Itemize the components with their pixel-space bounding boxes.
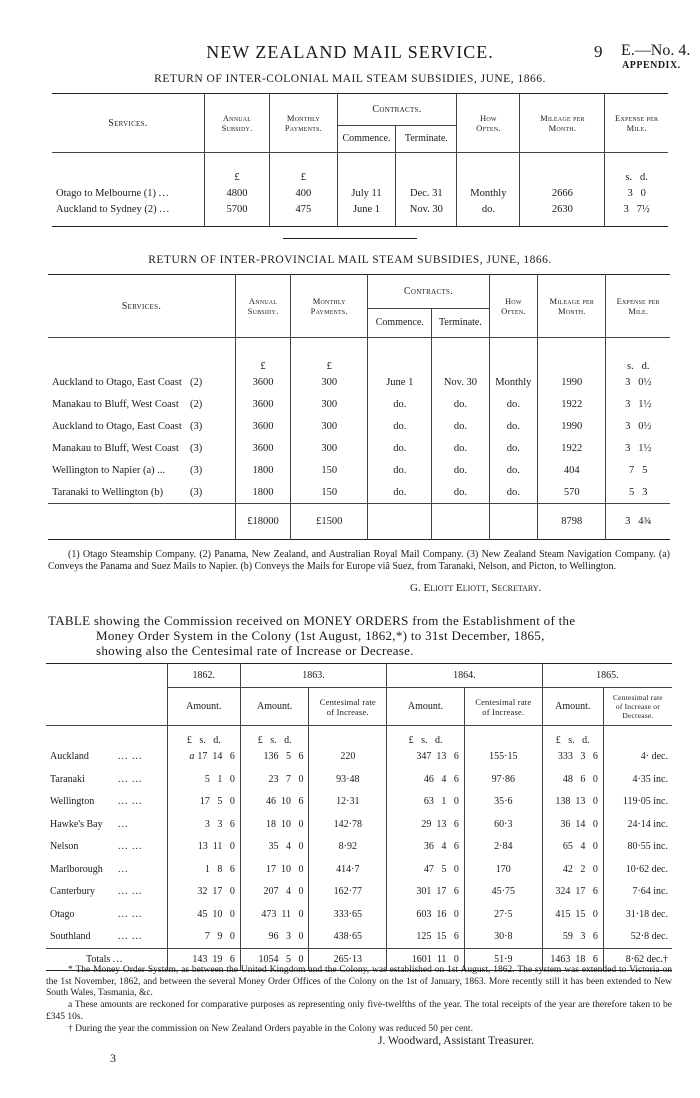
col-amount: Amount. <box>387 688 465 726</box>
service-ref: (2) <box>190 399 203 410</box>
leader-dots: ... <box>158 187 170 199</box>
amount-1863: 96 3 0 <box>240 926 309 949</box>
table-row <box>46 881 672 904</box>
table-row <box>46 836 672 859</box>
service-name: Manakau to Bluff, West Coast <box>52 443 179 454</box>
monthly-cell: 300 <box>291 394 368 416</box>
total-monthly: £1500 <box>291 504 368 540</box>
amount-1862 <box>167 836 240 859</box>
amount-1865: 333 3 6 <box>542 746 603 769</box>
col-year-1865: 1865. <box>542 664 672 688</box>
money-orders-title-3: showing also the Centesimal rate of Increase or Decrease. <box>96 643 414 658</box>
interprovincial-notes: (1) Otago Steamship Company. (2) Panama, New Zealand, and Australian Royal Mail Company. (3) New Zealand Steam Navigation Company. (a) Conveys the Panama and Suez Mails to Napier. (b) Conveys the Mails for Europe viâ Suez, from Taranaki, Nelson, and Picton, to Wellington. <box>48 549 670 572</box>
centesimal-1865: 80·55 inc. <box>603 836 672 859</box>
commence-cell: do. <box>368 394 432 416</box>
leader-dots: ... <box>118 818 129 830</box>
col-centesimal: Centesimal rate of Increase. <box>319 696 376 717</box>
centesimal-1863: 333·65 <box>309 903 387 926</box>
place-cell <box>46 836 167 859</box>
footnote-dagger: † During the year the commission on New Zealand Orders payable in the Colony was reduced 50 per cent. <box>68 1024 473 1034</box>
col-monthly-payments: Monthly Payments. <box>310 296 348 316</box>
col-terminate: Terminate. <box>432 308 489 337</box>
service-name: Auckland to Otago, East Coast <box>52 377 182 388</box>
total-1862: 143 19 6 <box>167 948 240 970</box>
footnote-mark: a <box>189 751 195 763</box>
amount-1865: 36 14 0 <box>542 813 603 836</box>
place-name: Hawke's Bay <box>50 818 103 830</box>
expense-cell: 5 3 <box>606 482 670 504</box>
service-name: Auckland to Sydney (2) <box>56 203 157 215</box>
amount-1862-value: 17 5 0 <box>199 796 235 808</box>
amount-1862 <box>167 746 240 769</box>
service-ref: (3) <box>190 486 203 498</box>
amount-1862 <box>167 926 240 949</box>
place-name: Taranaki <box>50 773 85 785</box>
how-often-cell: do. <box>457 204 520 227</box>
amount-1862-value: 1 8 6 <box>204 863 235 875</box>
leader-dots: ... ... <box>118 773 143 785</box>
commence-cell: June 1 <box>337 204 396 227</box>
units-row <box>52 153 668 183</box>
place-name: Auckland <box>50 751 89 763</box>
table-row <box>46 746 672 769</box>
table-row <box>48 416 670 438</box>
col-how-often: How Often. <box>501 296 526 316</box>
amount-1865: 65 4 0 <box>542 836 603 859</box>
centesimal-1865: 119·05 inc. <box>603 791 672 814</box>
col-year-1863: 1863. <box>240 664 386 688</box>
amount-1862 <box>167 813 240 836</box>
interprovincial-rows <box>48 372 670 504</box>
amount-1863: 35 4 0 <box>240 836 309 859</box>
footnote-a: a These amounts are reckoned for comparative purposes as representing only five-twelfths of the year. The total receipts of the year are therefore taken to be £345 10s. <box>46 1000 672 1022</box>
leader-dots: ... ... <box>118 751 143 763</box>
terminate-cell: Dec. 31 <box>396 183 457 204</box>
unit-label: £ <box>204 153 269 183</box>
commence-cell: do. <box>368 438 432 460</box>
amount-1865: 48 6 0 <box>542 768 603 791</box>
place-cell <box>46 791 167 814</box>
amount-1864: 47 5 0 <box>387 858 465 881</box>
amount-1862 <box>167 881 240 904</box>
leader-dots: ... <box>112 953 124 965</box>
monthly-cell: 150 <box>291 482 368 504</box>
year-header-row <box>46 664 672 688</box>
table-row <box>48 460 670 482</box>
col-commence: Commence. <box>368 308 432 337</box>
annual-cell: 1800 <box>235 482 290 504</box>
footer-page-number: 3 <box>110 1051 116 1065</box>
mileage-cell: 1922 <box>538 394 606 416</box>
place-cell <box>46 858 167 881</box>
table-row <box>52 204 668 227</box>
annual-cell: 4800 <box>204 183 269 204</box>
place-cell <box>46 813 167 836</box>
place-cell <box>46 768 167 791</box>
total-1864: 1601 11 0 <box>387 948 465 970</box>
appendix-label: APPENDIX. <box>622 60 681 71</box>
annual-cell: 1800 <box>235 460 290 482</box>
unit-label: s. d. <box>606 338 670 372</box>
totals-label: Totals <box>86 953 111 965</box>
commence-cell: July 11 <box>337 183 396 204</box>
amount-1862-value: 45 10 0 <box>197 908 235 920</box>
leader-dots: ... ... <box>118 931 143 942</box>
centesimal-1864: 170 <box>464 858 542 881</box>
units-row <box>46 726 672 746</box>
amount-1862 <box>167 858 240 881</box>
amount-1865: 42 2 0 <box>542 858 603 881</box>
how-often-cell: do. <box>489 482 538 504</box>
mileage-cell: 2630 <box>520 204 605 227</box>
total-1863: 1054 5 0 <box>240 948 309 970</box>
amount-1863: 18 10 0 <box>240 813 309 836</box>
terminate-cell: do. <box>432 416 489 438</box>
intercolonial-table <box>52 93 668 227</box>
amount-1862-value: 13 11 0 <box>197 841 235 853</box>
amount-1863: 17 10 0 <box>240 858 309 881</box>
commence-cell: do. <box>368 460 432 482</box>
service-cell <box>48 438 235 460</box>
amount-1863: 136 5 6 <box>240 746 309 769</box>
table-row <box>48 438 670 460</box>
annual-cell: 3600 <box>235 438 290 460</box>
terminate-cell: do. <box>432 460 489 482</box>
centesimal-1863: 93·48 <box>309 768 387 791</box>
centesimal-1863: 12·31 <box>309 791 387 814</box>
mileage-cell: 1990 <box>538 372 606 394</box>
centesimal-1863: 8·92 <box>309 836 387 859</box>
terminate-cell: Nov. 30 <box>432 372 489 394</box>
amount-1864: 36 4 6 <box>387 836 465 859</box>
how-often-cell: do. <box>489 438 538 460</box>
secretary-signature: G. Eliott Eliott, Secretary. <box>410 582 542 594</box>
amount-1862-value: 3 3 6 <box>204 818 235 830</box>
col-services: Services. <box>108 117 148 129</box>
service-ref: (3) <box>190 443 203 454</box>
table-header-row <box>52 94 668 126</box>
unit-label: £ s. d. <box>542 726 603 746</box>
mileage-cell: 1990 <box>538 416 606 438</box>
how-often-cell: Monthly <box>489 372 538 394</box>
expense-cell: 3 0½ <box>606 372 670 394</box>
monthly-cell: 300 <box>291 416 368 438</box>
centesimal-1863: 220 <box>309 746 387 769</box>
leader-dots: ... ... <box>118 908 143 920</box>
mileage-cell: 1922 <box>538 438 606 460</box>
amount-1864: 603 16 0 <box>387 903 465 926</box>
amount-1864: 29 13 6 <box>387 813 465 836</box>
centesimal-1865: 24·14 inc. <box>603 813 672 836</box>
intercolonial-title: RETURN OF INTER-COLONIAL MAIL STEAM SUBSIDIES, JUNE, 1866. <box>154 73 546 85</box>
totals-row <box>48 504 670 540</box>
col-commence: Commence. <box>337 125 396 152</box>
terminate-cell: Nov. 30 <box>396 204 457 227</box>
col-centesimal-1865: Centesimal rate of Increase or Decrease. <box>612 693 663 720</box>
expense-cell: 3 0 <box>605 183 668 204</box>
treasurer-signature: J. Woodward, Assistant Treasurer. <box>378 1035 535 1047</box>
terminate-cell: do. <box>432 482 489 504</box>
commence-cell: June 1 <box>368 372 432 394</box>
mileage-cell: 570 <box>538 482 606 504</box>
amount-1862 <box>167 768 240 791</box>
leader-dots: ... ... <box>118 886 143 898</box>
page-number: 9 <box>594 42 603 61</box>
commence-cell: do. <box>368 416 432 438</box>
col-expense: Expense per Mile. <box>615 113 659 133</box>
total-c1864: 51·9 <box>464 948 542 970</box>
amount-1865: 59 3 6 <box>542 926 603 949</box>
table-row <box>48 394 670 416</box>
terminate-cell: do. <box>432 394 489 416</box>
amount-1864: 347 13 6 <box>387 746 465 769</box>
centesimal-1864: 2·84 <box>464 836 542 859</box>
place-name: Otago <box>50 908 75 920</box>
service-ref: (3) <box>190 421 203 432</box>
centesimal-1865: 4·35 inc. <box>603 768 672 791</box>
annual-cell: 5700 <box>204 204 269 227</box>
col-centesimal: Centesimal rate of Increase. <box>475 696 532 717</box>
amount-1865: 138 13 0 <box>542 791 603 814</box>
place-name: Southland <box>50 931 91 942</box>
leader-dots: ... ... <box>118 796 143 808</box>
table-row <box>46 926 672 949</box>
place-cell <box>46 926 167 949</box>
centesimal-1864: 60·3 <box>464 813 542 836</box>
amount-1865: 324 17 6 <box>542 881 603 904</box>
annual-cell: 3600 <box>235 416 290 438</box>
place-name: Nelson <box>50 841 79 853</box>
service-cell <box>48 372 235 394</box>
service-ref: (3) <box>190 465 203 476</box>
centesimal-1865: 31·18 dec. <box>603 903 672 926</box>
how-often-cell: do. <box>489 460 538 482</box>
centesimal-1864: 27·5 <box>464 903 542 926</box>
interprovincial-table <box>48 274 670 540</box>
col-annual-subsidy: Annual Subsidy. <box>247 296 279 316</box>
table-row <box>46 791 672 814</box>
expense-cell: 7 5 <box>606 460 670 482</box>
centesimal-1865: 10·62 dec. <box>603 858 672 881</box>
table-row <box>46 903 672 926</box>
col-amount: Amount. <box>240 688 309 726</box>
place-cell <box>46 746 167 769</box>
total-1865: 1463 18 6 <box>542 948 603 970</box>
centesimal-1864: 97·86 <box>464 768 542 791</box>
service-ref: (2) <box>190 377 203 388</box>
total-c1863: 265·13 <box>309 948 387 970</box>
service-cell <box>48 416 235 438</box>
how-often-cell: do. <box>489 394 538 416</box>
unit-label: £ s. d. <box>167 726 240 746</box>
amount-1862 <box>167 903 240 926</box>
centesimal-1863: 142·78 <box>309 813 387 836</box>
expense-cell: 3 1½ <box>606 438 670 460</box>
place-cell <box>46 881 167 904</box>
table-row <box>46 768 672 791</box>
centesimal-1865: 7·64 inc. <box>603 881 672 904</box>
col-monthly-payments: Monthly Payments. <box>284 113 322 133</box>
unit-label: s. d. <box>605 153 668 183</box>
money-orders-rows <box>46 746 672 949</box>
col-services: Services. <box>121 300 162 312</box>
units-row <box>48 338 670 372</box>
monthly-cell: 300 <box>291 438 368 460</box>
service-name: Taranaki to Wellington (b) <box>52 486 164 498</box>
col-mileage: Mileage per Month. <box>549 296 595 316</box>
total-expense: 3 4¾ <box>606 504 670 540</box>
amount-1864: 125 15 6 <box>387 926 465 949</box>
service-name: Auckland to Otago, East Coast <box>52 421 182 432</box>
centesimal-1863: 414·7 <box>309 858 387 881</box>
table-row <box>48 372 670 394</box>
place-name: Wellington <box>50 796 95 808</box>
total-mileage: 8798 <box>538 504 606 540</box>
amount-1862-value: 7 9 0 <box>204 931 235 942</box>
col-expense: Expense per Mile. <box>616 296 660 316</box>
unit-label: £ s. d. <box>240 726 309 746</box>
amount-1862-value: 17 14 6 <box>197 751 235 763</box>
total-annual: £18000 <box>235 504 290 540</box>
col-annual-subsidy: Annual Subsidy. <box>221 113 253 133</box>
col-contracts: Contracts. <box>372 103 422 115</box>
table-header-row <box>48 275 670 309</box>
monthly-cell: 150 <box>291 460 368 482</box>
amount-1862 <box>167 791 240 814</box>
annual-cell: 3600 <box>235 394 290 416</box>
amount-1865: 415 15 0 <box>542 903 603 926</box>
centesimal-1865: 52·8 dec. <box>603 926 672 949</box>
interprovincial-title: RETURN OF INTER-PROVINCIAL MAIL STEAM SUBSIDIES, JUNE, 1866. <box>148 254 552 266</box>
page-title: NEW ZEALAND MAIL SERVICE. <box>206 42 494 62</box>
leader-dots: ... ... <box>118 841 143 853</box>
monthly-cell: 400 <box>270 183 337 204</box>
place-name: Canterbury <box>50 886 95 898</box>
money-orders-title-1: TABLE showing the Commission received on MONEY ORDERS from the Establishment of the <box>48 613 576 628</box>
amount-1863: 46 10 6 <box>240 791 309 814</box>
unit-label: £ <box>270 153 337 183</box>
amount-1864: 46 4 6 <box>387 768 465 791</box>
service-cell <box>48 482 235 504</box>
amount-1863: 473 11 0 <box>240 903 309 926</box>
centesimal-1864: 155·15 <box>464 746 542 769</box>
service-cell <box>48 394 235 416</box>
col-year-1862: 1862. <box>167 664 240 688</box>
table-row <box>46 813 672 836</box>
centesimal-1863: 438·65 <box>309 926 387 949</box>
leader-dots: ... <box>118 863 129 875</box>
section-divider <box>283 238 417 239</box>
amount-1864: 63 1 0 <box>387 791 465 814</box>
terminate-cell: do. <box>432 438 489 460</box>
service-cell <box>48 460 235 482</box>
table-row <box>46 858 672 881</box>
centesimal-1865: 4· dec. <box>603 746 672 769</box>
centesimal-1864: 45·75 <box>464 881 542 904</box>
unit-label: £ <box>291 338 368 372</box>
centesimal-1863: 162·77 <box>309 881 387 904</box>
col-year-1864: 1864. <box>387 664 542 688</box>
unit-label: £ s. d. <box>387 726 465 746</box>
centesimal-1864: 30·8 <box>464 926 542 949</box>
service-name: Wellington to Napier (a) ... <box>52 465 166 476</box>
amount-1862-value: 5 1 0 <box>204 773 235 785</box>
service-name: Manakau to Bluff, West Coast <box>52 399 179 410</box>
amount-1863: 23 7 0 <box>240 768 309 791</box>
document-reference: E.—No. 4. <box>621 42 691 59</box>
amount-1863: 207 4 0 <box>240 881 309 904</box>
total-c1865: 8·62 dec.† <box>603 948 672 970</box>
centesimal-1864: 35·6 <box>464 791 542 814</box>
col-terminate: Terminate. <box>396 125 457 152</box>
expense-cell: 3 0½ <box>606 416 670 438</box>
amount-1864: 301 17 6 <box>387 881 465 904</box>
monthly-cell: 300 <box>291 372 368 394</box>
col-amount: Amount. <box>542 688 603 726</box>
money-orders-table <box>46 663 672 971</box>
table-row <box>48 482 670 504</box>
annual-cell: 3600 <box>235 372 290 394</box>
expense-cell: 3 7½ <box>605 204 668 227</box>
amount-1862-value: 32 17 0 <box>197 886 235 898</box>
place-name: Marlborough <box>50 863 103 875</box>
service-name: Otago to Melbourne (1) <box>56 187 157 199</box>
mileage-cell: 2666 <box>520 183 605 204</box>
footnote-star: * The Money Order System, as between the United Kingdom and the Colony, was established on 1st August, 1862. The system was extended to Victoria on the 1st November, 1862, and between the several Money Order Offices of the Colony on the 1st of January, 1863. More recently still it has been extended to New South Wales, Tasmania, &c. <box>46 965 672 998</box>
col-amount: Amount. <box>167 688 240 726</box>
how-often-cell: Monthly <box>457 183 520 204</box>
expense-cell: 3 1½ <box>606 394 670 416</box>
money-orders-title-2: Money Order System in the Colony (1st August, 1862,*) to 31st December, 1865, <box>96 628 545 643</box>
commence-cell: do. <box>368 482 432 504</box>
col-mileage: Mileage per Month. <box>540 113 585 133</box>
place-cell <box>46 903 167 926</box>
leader-dots: ... <box>159 203 171 215</box>
how-often-cell: do. <box>489 416 538 438</box>
col-how-often: How Often. <box>476 113 501 133</box>
mileage-cell: 404 <box>538 460 606 482</box>
col-contracts: Contracts. <box>403 285 453 297</box>
monthly-cell: 475 <box>270 204 337 227</box>
unit-label: £ <box>235 338 290 372</box>
table-row <box>52 183 668 204</box>
